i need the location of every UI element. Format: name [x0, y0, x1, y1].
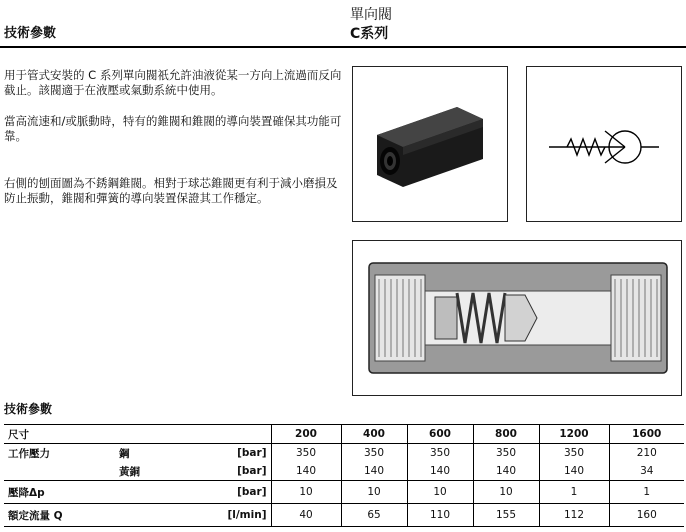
table-cell: 350 [271, 444, 341, 463]
header-rule [0, 46, 686, 48]
row-label: 工作壓力 [8, 447, 50, 460]
table-cell: 160 [609, 504, 684, 527]
size-header: 600 [407, 425, 473, 444]
row-unit: [l/min] [195, 504, 271, 527]
product-photo [352, 66, 508, 222]
table-cell: 1 [609, 481, 684, 504]
row-label [4, 462, 115, 481]
table-cell: 140 [341, 462, 407, 481]
size-header: 400 [341, 425, 407, 444]
table-row [4, 444, 684, 463]
size-header: 200 [271, 425, 341, 444]
row-unit: [bar] [195, 481, 271, 504]
table-cell: 10 [407, 481, 473, 504]
check-valve-symbol [526, 66, 682, 222]
table-row [4, 504, 684, 527]
table-cell: 1 [539, 481, 609, 504]
table-cell: 210 [609, 444, 684, 463]
table-cell: 350 [539, 444, 609, 463]
series-name: C系列 [350, 26, 389, 42]
section-heading: 技術參數 [4, 26, 57, 41]
table-cell: 350 [341, 444, 407, 463]
table-cell: 350 [473, 444, 539, 463]
table-cell: 140 [473, 462, 539, 481]
row-sublabel [115, 481, 195, 504]
row-unit: [bar] [195, 444, 271, 463]
description-paragraph-3: 右側的刨面圖為不銹鋼錐閥。相對于球芯錐閥更有利于減小磨損及防止振動，錐閥和彈簧的導向裝置保證其工作穩定。 [4, 176, 338, 205]
row-label: 壓降Δp [4, 481, 115, 504]
row-label: 額定流量 Q [4, 504, 115, 527]
product-name: 單向閥 [350, 7, 392, 23]
size-header: 1600 [609, 425, 684, 444]
table-cell: 112 [539, 504, 609, 527]
description-paragraph-2: 當高流速和/或脈動時，特有的錐閥和錐閥的導向裝置確保其功能可靠。 [4, 114, 342, 143]
table-cell: 40 [271, 504, 341, 527]
specs-table [4, 424, 684, 527]
cross-section-drawing [352, 240, 682, 396]
table-cell: 10 [473, 481, 539, 504]
table-row [4, 462, 684, 481]
table-cell: 140 [407, 462, 473, 481]
row-sublabel: 鋼 [119, 447, 130, 460]
table-cell: 140 [271, 462, 341, 481]
table-cell: 34 [609, 462, 684, 481]
table-header-row [4, 425, 684, 444]
row-sublabel [115, 504, 195, 527]
row-unit: [bar] [195, 462, 271, 481]
table-cell: 140 [539, 462, 609, 481]
size-header: 800 [473, 425, 539, 444]
table-cell: 155 [473, 504, 539, 527]
table-cell: 10 [271, 481, 341, 504]
table-cell: 110 [407, 504, 473, 527]
row-sublabel: 黃銅 [115, 462, 195, 481]
size-label: 尺寸 [4, 425, 271, 444]
size-header: 1200 [539, 425, 609, 444]
table-cell: 65 [341, 504, 407, 527]
table-row [4, 481, 684, 504]
table-cell: 10 [341, 481, 407, 504]
description-paragraph-1: 用于管式安裝的 C 系列單向閥祇允許油液從某一方向上流過而反向截止。該閥適于在液壓或氣動系統中使用。 [4, 68, 342, 97]
table-cell: 350 [407, 444, 473, 463]
specs-title: 技術參數 [4, 402, 53, 416]
